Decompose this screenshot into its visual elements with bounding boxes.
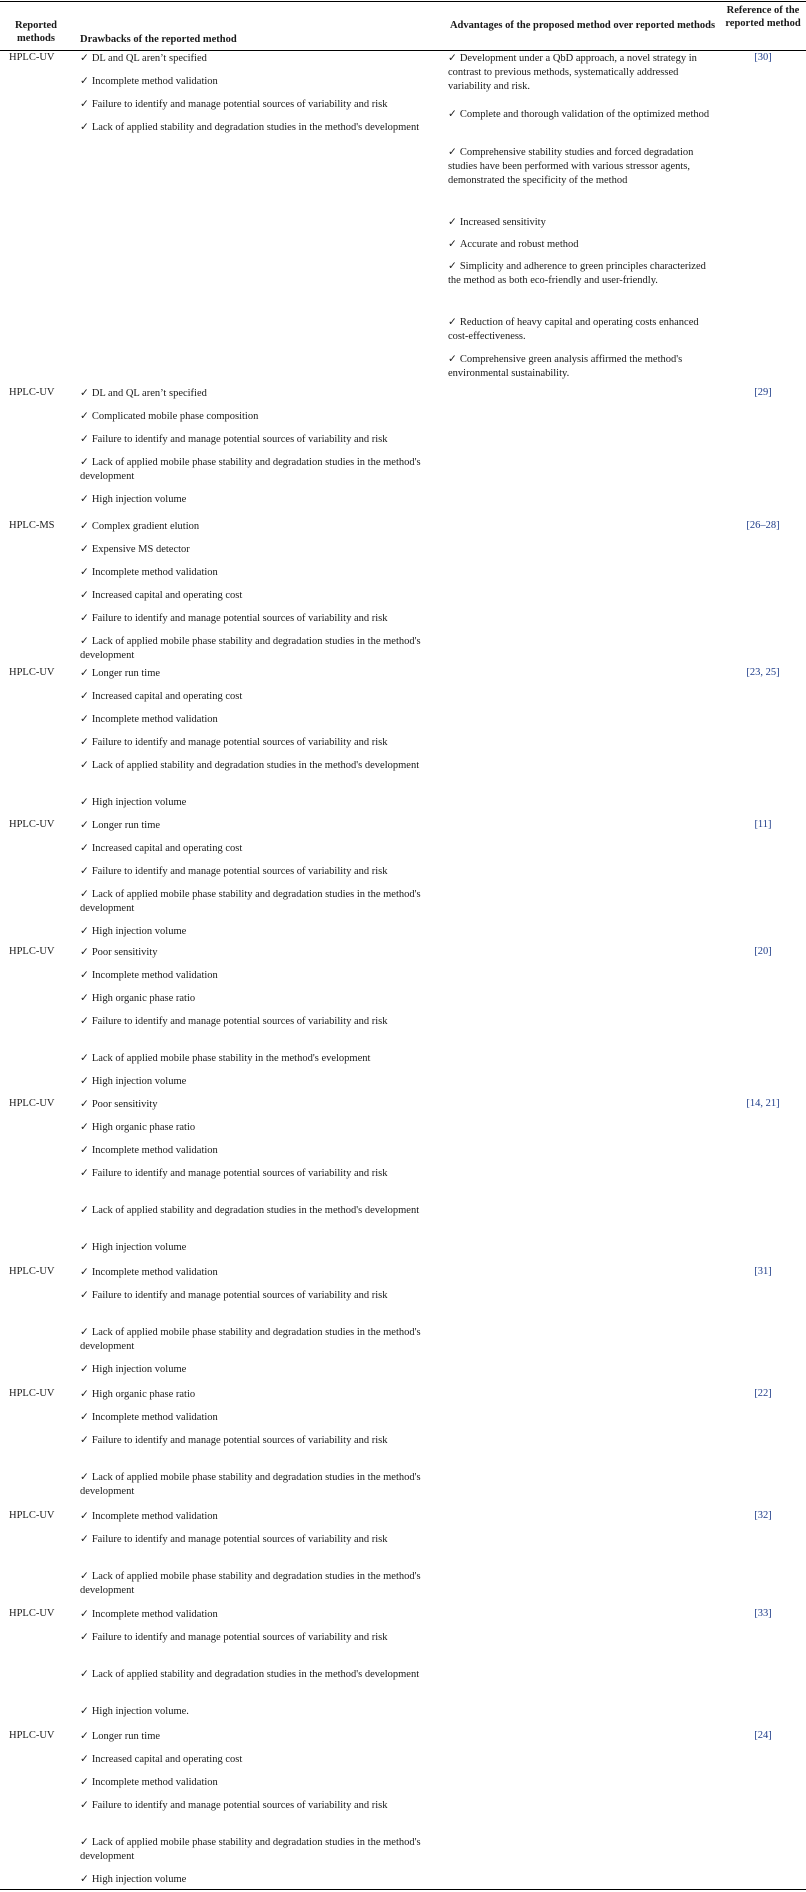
drawback-item: [80, 493, 440, 507]
item-text: Failure to identify and manage potential sources of variability and risk: [91, 1290, 388, 1301]
reference-link: [30]: [754, 52, 772, 63]
checkmark-icon: ✓: [80, 889, 89, 900]
item-text: Lack of applied stability and degradation studies in the method's development: [91, 122, 420, 133]
drawback-item: [80, 865, 440, 879]
checkmark-icon: ✓: [80, 1242, 89, 1253]
table-header-rule: [0, 50, 806, 51]
reported-method-cell: HPLC-UV: [9, 1730, 55, 1741]
checkmark-icon: ✓: [80, 866, 89, 877]
checkmark-icon: ✓: [80, 1706, 89, 1717]
item-text: Lack of applied mobile phase stability and degradation studies in the method's development: [80, 1571, 421, 1596]
drawback-item: [80, 1608, 440, 1622]
item-text: Comprehensive green analysis affirmed the method's environmental sustainability.: [448, 354, 683, 379]
drawback-item: [80, 1167, 440, 1181]
drawback-item: [80, 1266, 440, 1280]
checkmark-icon: ✓: [80, 1168, 89, 1179]
drawback-item: [80, 1668, 440, 1682]
item-text: High organic phase ratio: [91, 1389, 196, 1400]
item-text: High injection volume: [91, 494, 187, 505]
drawback-item: [80, 690, 440, 704]
drawback-item: [80, 1471, 440, 1499]
item-text: Increased capital and operating cost: [91, 1754, 243, 1765]
checkmark-icon: ✓: [80, 457, 89, 468]
drawback-item: [80, 52, 440, 66]
drawback-item: [80, 1241, 440, 1255]
checkmark-icon: ✓: [80, 1412, 89, 1423]
reported-method-cell: HPLC-UV: [9, 1098, 55, 1109]
item-text: Lack of applied stability and degradation studies in the method's development: [91, 1669, 420, 1680]
item-text: Lack of applied mobile phase stability and degradation studies in the method's development: [80, 636, 421, 661]
advantage-item: [448, 146, 720, 188]
item-text: Poor sensitivity: [91, 1099, 158, 1110]
checkmark-icon: ✓: [80, 1511, 89, 1522]
checkmark-icon: ✓: [80, 1754, 89, 1765]
header-drawbacks: Drawbacks of the reported method: [80, 34, 237, 45]
item-text: Incomplete method validation: [91, 1267, 218, 1278]
item-text: Lack of applied mobile phase stability in the method's evelopment: [91, 1053, 371, 1064]
advantage-item: [448, 353, 720, 381]
checkmark-icon: ✓: [80, 1145, 89, 1156]
drawback-item: [80, 121, 440, 135]
item-text: High injection volume: [91, 926, 187, 937]
item-text: High injection volume: [91, 1076, 187, 1087]
drawback-item: [80, 667, 440, 681]
item-text: Incomplete method validation: [91, 714, 218, 725]
drawback-item: [80, 1204, 440, 1218]
reference-link: [31]: [754, 1266, 772, 1277]
item-text: Incomplete method validation: [91, 970, 218, 981]
checkmark-icon: ✓: [448, 109, 457, 120]
drawback-item: [80, 1411, 440, 1425]
item-text: High organic phase ratio: [91, 993, 196, 1004]
reference-link: [22]: [754, 1388, 772, 1399]
advantage-item: [448, 316, 720, 344]
reference-link: [20]: [754, 946, 772, 957]
checkmark-icon: ✓: [448, 317, 457, 328]
drawback-item: [80, 98, 440, 112]
item-text: Increased capital and operating cost: [91, 590, 243, 601]
checkmark-icon: ✓: [448, 261, 457, 272]
item-text: Failure to identify and manage potential sources of variability and risk: [91, 434, 388, 445]
checkmark-icon: ✓: [80, 1571, 89, 1582]
item-text: Incomplete method validation: [91, 76, 218, 87]
checkmark-icon: ✓: [80, 1800, 89, 1811]
checkmark-icon: ✓: [80, 1669, 89, 1680]
header-reported-methods: Reported methods: [15, 20, 57, 44]
item-text: Lack of applied stability and degradation studies in the method's development: [91, 760, 420, 771]
checkmark-icon: ✓: [80, 760, 89, 771]
item-text: Longer run time: [91, 820, 161, 831]
item-text: Failure to identify and manage potential sources of variability and risk: [91, 1800, 388, 1811]
item-text: Complicated mobile phase composition: [91, 411, 259, 422]
checkmark-icon: ✓: [80, 1609, 89, 1620]
header-reference: Reference of the reported method: [725, 5, 801, 29]
checkmark-icon: ✓: [80, 53, 89, 64]
drawback-item: [80, 925, 440, 939]
checkmark-icon: ✓: [80, 1099, 89, 1110]
drawback-item: [80, 819, 440, 833]
checkmark-icon: ✓: [80, 947, 89, 958]
item-text: High injection volume: [91, 1874, 187, 1885]
advantage-item: [448, 216, 720, 230]
drawback-item: [80, 456, 440, 484]
drawback-item: [80, 520, 440, 534]
item-text: High organic phase ratio: [91, 1122, 196, 1133]
reference-link: [32]: [754, 1510, 772, 1521]
advantage-item: [448, 260, 720, 288]
drawback-item: [80, 713, 440, 727]
checkmark-icon: ✓: [80, 567, 89, 578]
drawback-item: [80, 1144, 440, 1158]
item-text: Incomplete method validation: [91, 567, 218, 578]
reference-link: [26–28]: [746, 520, 780, 531]
reported-method-cell: HPLC-MS: [9, 520, 55, 531]
item-text: Lack of applied mobile phase stability and degradation studies in the method's development: [80, 1472, 421, 1497]
drawback-item: [80, 1836, 440, 1864]
drawback-item: [80, 1052, 440, 1066]
drawback-item: [80, 1730, 440, 1744]
item-text: Failure to identify and manage potential sources of variability and risk: [91, 1168, 388, 1179]
item-text: Accurate and robust method: [459, 239, 579, 250]
drawback-item: [80, 1873, 440, 1887]
checkmark-icon: ✓: [80, 99, 89, 110]
checkmark-icon: ✓: [80, 434, 89, 445]
checkmark-icon: ✓: [80, 1472, 89, 1483]
reported-method-cell: HPLC-UV: [9, 667, 55, 678]
drawback-item: [80, 759, 440, 773]
item-text: Longer run time: [91, 668, 161, 679]
item-text: DL and QL aren’t specified: [91, 388, 207, 399]
drawback-item: [80, 796, 440, 810]
drawback-item: [80, 1363, 440, 1377]
drawback-item: [80, 946, 440, 960]
checkmark-icon: ✓: [80, 1053, 89, 1064]
item-text: High injection volume: [91, 1242, 187, 1253]
item-text: DL and QL aren’t specified: [91, 53, 207, 64]
item-text: Incomplete method validation: [91, 1511, 218, 1522]
checkmark-icon: ✓: [80, 1874, 89, 1885]
drawback-item: [80, 1510, 440, 1524]
item-text: Failure to identify and manage potential sources of variability and risk: [91, 737, 388, 748]
checkmark-icon: ✓: [80, 1016, 89, 1027]
checkmark-icon: ✓: [80, 1290, 89, 1301]
checkmark-icon: ✓: [448, 354, 457, 365]
drawback-item: [80, 387, 440, 401]
drawback-item: [80, 543, 440, 557]
drawback-item: [80, 1753, 440, 1767]
drawback-item: [80, 888, 440, 916]
drawback-item: [80, 635, 440, 663]
drawback-item: [80, 1075, 440, 1089]
item-text: Increased sensitivity: [459, 217, 546, 228]
checkmark-icon: ✓: [80, 1534, 89, 1545]
drawback-item: [80, 1434, 440, 1448]
drawback-item: [80, 1570, 440, 1598]
item-text: Reduction of heavy capital and operating costs enhanced cost-effectiveness.: [448, 317, 699, 342]
reference-link: [24]: [754, 1730, 772, 1741]
reported-method-cell: HPLC-UV: [9, 1388, 55, 1399]
checkmark-icon: ✓: [80, 1632, 89, 1643]
item-text: High injection volume.: [91, 1706, 189, 1717]
checkmark-icon: ✓: [80, 714, 89, 725]
checkmark-icon: ✓: [80, 970, 89, 981]
checkmark-icon: ✓: [80, 544, 89, 555]
checkmark-icon: ✓: [80, 797, 89, 808]
checkmark-icon: ✓: [80, 1435, 89, 1446]
item-text: Lack of applied stability and degradation studies in the method's development: [91, 1205, 420, 1216]
drawback-item: [80, 1015, 440, 1029]
drawback-item: [80, 1776, 440, 1790]
reported-method-cell: HPLC-UV: [9, 1266, 55, 1277]
table-top-rule: [0, 1, 806, 2]
checkmark-icon: ✓: [80, 1327, 89, 1338]
checkmark-icon: ✓: [80, 993, 89, 1004]
drawback-item: [80, 433, 440, 447]
drawback-item: [80, 566, 440, 580]
checkmark-icon: ✓: [80, 1837, 89, 1848]
drawback-item: [80, 1705, 440, 1719]
item-text: Lack of applied mobile phase stability and degradation studies in the method's development: [80, 1837, 421, 1862]
advantage-item: [448, 108, 720, 122]
drawback-item: [80, 969, 440, 983]
checkmark-icon: ✓: [80, 411, 89, 422]
item-text: Increased capital and operating cost: [91, 843, 243, 854]
checkmark-icon: ✓: [80, 1731, 89, 1742]
drawback-item: [80, 1533, 440, 1547]
reported-method-cell: HPLC-UV: [9, 52, 55, 63]
item-text: Simplicity and adherence to green principles characterized the method as both eco-friendly and user-friendly.: [448, 261, 706, 286]
reference-link: [23, 25]: [746, 667, 780, 678]
drawback-item: [80, 612, 440, 626]
item-text: Complex gradient elution: [91, 521, 200, 532]
drawback-item: [80, 842, 440, 856]
item-text: Incomplete method validation: [91, 1777, 218, 1788]
checkmark-icon: ✓: [80, 1267, 89, 1278]
item-text: Development under a QbD approach, a novel strategy in contrast to previous methods, systematically addressed variability and risk.: [448, 53, 697, 92]
checkmark-icon: ✓: [80, 1389, 89, 1400]
checkmark-icon: ✓: [448, 239, 457, 250]
checkmark-icon: ✓: [80, 737, 89, 748]
checkmark-icon: ✓: [80, 636, 89, 647]
item-text: Lack of applied mobile phase stability and degradation studies in the method's development: [80, 889, 421, 914]
drawback-item: [80, 1631, 440, 1645]
checkmark-icon: ✓: [80, 613, 89, 624]
item-text: Complete and thorough validation of the optimized method: [459, 109, 710, 120]
table-bottom-rule: [0, 1889, 806, 1890]
checkmark-icon: ✓: [80, 122, 89, 133]
item-text: Failure to identify and manage potential sources of variability and risk: [91, 1435, 388, 1446]
checkmark-icon: ✓: [80, 388, 89, 399]
item-text: Incomplete method validation: [91, 1609, 218, 1620]
checkmark-icon: ✓: [80, 1777, 89, 1788]
drawback-item: [80, 1326, 440, 1354]
reported-method-cell: HPLC-UV: [9, 1510, 55, 1521]
checkmark-icon: ✓: [80, 1122, 89, 1133]
item-text: Incomplete method validation: [91, 1145, 218, 1156]
checkmark-icon: ✓: [448, 217, 457, 228]
item-text: Failure to identify and manage potential sources of variability and risk: [91, 99, 388, 110]
item-text: Poor sensitivity: [91, 947, 158, 958]
advantage-item: [448, 238, 720, 252]
drawback-item: [80, 1289, 440, 1303]
checkmark-icon: ✓: [448, 147, 457, 158]
checkmark-icon: ✓: [80, 494, 89, 505]
reported-method-cell: HPLC-UV: [9, 946, 55, 957]
checkmark-icon: ✓: [80, 843, 89, 854]
checkmark-icon: ✓: [80, 691, 89, 702]
item-text: Longer run time: [91, 1731, 161, 1742]
reference-link: [29]: [754, 387, 772, 398]
header-advantages: Advantages of the proposed method over reported methods: [449, 20, 716, 31]
item-text: Lack of applied mobile phase stability and degradation studies in the method's development: [80, 1327, 421, 1352]
checkmark-icon: ✓: [80, 926, 89, 937]
item-text: High injection volume: [91, 797, 187, 808]
checkmark-icon: ✓: [80, 1364, 89, 1375]
item-text: Failure to identify and manage potential sources of variability and risk: [91, 1534, 388, 1545]
drawback-item: [80, 1388, 440, 1402]
item-text: Comprehensive stability studies and forced degradation studies have been performed with various stressor agents, demonstrated the specificity of the method: [448, 147, 694, 186]
item-text: Failure to identify and manage potential sources of variability and risk: [91, 613, 388, 624]
reported-method-cell: HPLC-UV: [9, 1608, 55, 1619]
item-text: Expensive MS detector: [91, 544, 190, 555]
drawback-item: [80, 1098, 440, 1112]
checkmark-icon: ✓: [80, 1076, 89, 1087]
checkmark-icon: ✓: [80, 668, 89, 679]
reported-method-cell: HPLC-UV: [9, 387, 55, 398]
item-text: Failure to identify and manage potential sources of variability and risk: [91, 1632, 388, 1643]
checkmark-icon: ✓: [80, 521, 89, 532]
drawback-item: [80, 736, 440, 750]
drawback-item: [80, 1121, 440, 1135]
drawback-item: [80, 75, 440, 89]
item-text: Failure to identify and manage potential sources of variability and risk: [91, 866, 388, 877]
advantage-item: [448, 52, 720, 94]
drawback-item: [80, 992, 440, 1006]
drawback-item: [80, 410, 440, 424]
checkmark-icon: ✓: [80, 1205, 89, 1216]
item-text: High injection volume: [91, 1364, 187, 1375]
checkmark-icon: ✓: [80, 76, 89, 87]
reference-link: [33]: [754, 1608, 772, 1619]
reported-method-cell: HPLC-UV: [9, 819, 55, 830]
reference-link: [11]: [754, 819, 772, 830]
checkmark-icon: ✓: [80, 590, 89, 601]
drawback-item: [80, 589, 440, 603]
item-text: Incomplete method validation: [91, 1412, 218, 1423]
item-text: Failure to identify and manage potential sources of variability and risk: [91, 1016, 388, 1027]
reference-link: [14, 21]: [746, 1098, 780, 1109]
checkmark-icon: ✓: [448, 53, 457, 64]
item-text: Increased capital and operating cost: [91, 691, 243, 702]
checkmark-icon: ✓: [80, 820, 89, 831]
item-text: Lack of applied mobile phase stability and degradation studies in the method's development: [80, 457, 421, 482]
drawback-item: [80, 1799, 440, 1813]
